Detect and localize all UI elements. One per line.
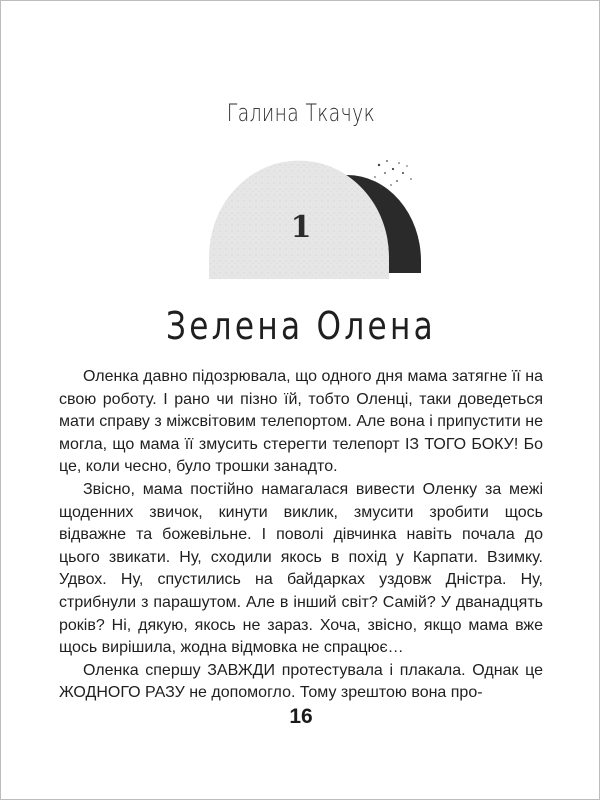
chapter-arch-illustration — [201, 157, 421, 293]
paragraph: Оленка давно підозрювала, що одного дня мама затягне її на свою роботу. І рано чи пізно їй, тобто Оленці, таки доведеться мати справу з міжсвітовим телепортом. Але вона і припустити не могла, що мама її змусить стерегти телепорт ІЗ ТОГО БОКУ! Бо це, коли чесно, було трошки занадто. — [59, 368, 543, 476]
chapter-title: Зелена Олена — [165, 304, 437, 348]
paragraph: Звісно, мама постійно намагалася вивести Оленку за межі щоденних звичок, кинути виклик, змусити зробити щось відважне та божевільне. І поволі дівчинка навіть почала до цього звикати. Ну, сходили якось в похід у Карпати. Взимку. Удвох. Ну, спустились на байдарках уздовж Дністра. Ну, стрибнули з парашутом. Але в інший світ? Самій? У дванадцять років? Ні, дякую, якось не зараз. Хоча, звісно, якщо мама вже щось вирішила, жодна відмовка не спрацює… — [59, 480, 543, 657]
paragraph: Оленка спершу ЗАВЖДИ протестувала і плакала. Однак це ЖОДНОГО РАЗУ не допомогло. Тому зрештою вона про- — [59, 661, 543, 702]
author-name: Галина Ткачук — [226, 99, 376, 127]
chapter-number: 1 — [290, 210, 312, 245]
sparkle-dots — [374, 160, 412, 188]
chapter-body — [59, 366, 543, 705]
page-number: 16 — [289, 705, 313, 728]
